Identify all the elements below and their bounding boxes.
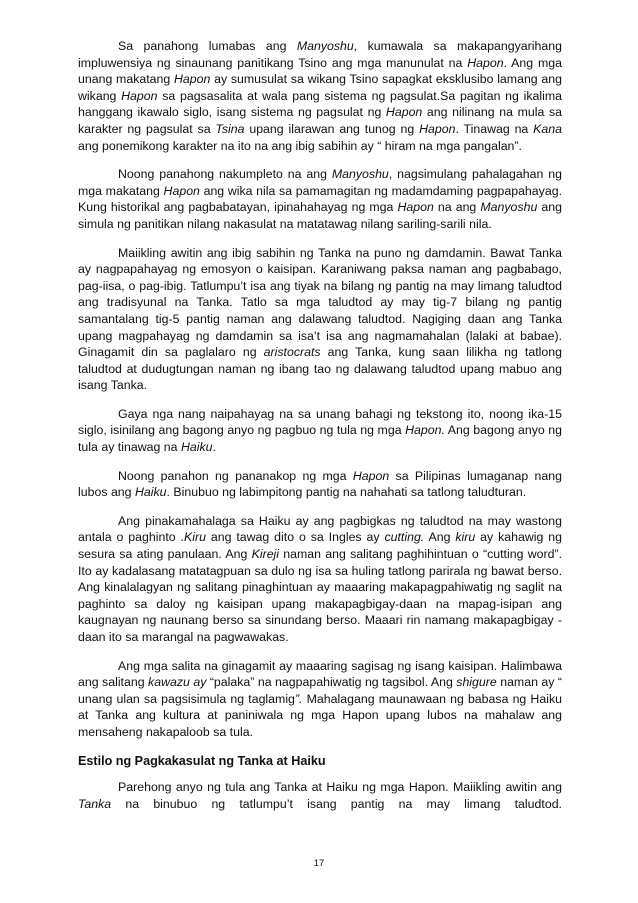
italic-term: Kireji [251,547,280,562]
page-number: 17 [313,858,325,869]
italic-term: Hapon [352,468,390,483]
italic-term: aristocrats [263,345,321,360]
text-run: ang ponemikong karakter na ito na ang ibig sabihin ay “ hiram na mga pangalan”. [78,138,522,153]
text-run: ang wika nila sa pamamagitan ng madamdaming pagpapahayag. Kung historikal ang pagbabatayan, ipinahahayag ng mga [78,183,562,215]
text-run: ang Tanka, kung saan lilikha ng tatlong taludtod at dudugtungan naman ng ibang tao ng dalawang taludtod upang mabuo ang isang Tanka. [78,345,562,393]
italic-term: Manyoshu [296,39,354,53]
text-run: Mahalagang maunawaan ng babasa ng Haiku at Tanka ang kultura at paniniwala ng mga Hapon upang lubos na mahalaw ang mensaheng nakapaloob sa tula. [78,691,562,739]
body-paragraph [78,658,562,741]
text-run: . Binubuo ng labimpitong pantig na nahahati sa tatlong taludturan. [166,485,527,500]
text-run: Ang pinakamahalaga sa Haiku ay ang pagbigkas ng taludtod na may wastong antala o paghinto . [78,513,562,545]
text-run: ay sumusulat sa wikang Tsino sapagkat eksklusibo lamang ang wikang [78,72,562,103]
italic-term: Tsina [215,121,245,136]
italic-term: Haiku [180,440,213,455]
section-heading: Estilo ng Pagkakasulat ng Tanka at Haiku [78,753,326,768]
text-run: Gaya nga nang naipahayag na sa unang bahagi ng tekstong ito, noong ika-15 siglo, isinilang ang bagong anyo ng pagbuo ng tula ng mga [78,406,562,438]
text-run: Ang bagong anyo ng tula ay tinawag na [78,423,562,455]
paragraph-list [78,38,562,741]
italic-term: shigure [456,675,497,690]
text-run: Ang mga salita na ginagamit ay maaaring sagisag ng isang kaisipan. Halimbawa ang salitang [78,658,562,690]
italic-term: ”. [294,691,303,706]
italic-term: Haiku [134,485,167,500]
text-run: ang simula ng panitikan nilang nakasulat na matatawag nilang sariling-sarili nila. [78,200,562,231]
body-paragraph [78,38,562,154]
body-paragraph [78,166,562,232]
text-run: “palaka” na nagpapahiwatig ng tagsibol. Ang [206,675,457,690]
italic-term: kawazu ay [148,675,207,690]
italic-term: Hapon [467,55,504,70]
body-paragraph [78,468,562,501]
closing-paragraph [78,779,562,812]
text-run: Noong panahong nakumpleto na ang [118,167,332,182]
text-run: ang nilinang na mula sa karakter ng pagsulat sa [78,105,562,136]
italic-term: Tanka [78,796,112,811]
italic-term: Kana [533,121,562,136]
text-run: Maiikling awitin ang ibig sabihin ng Tanka na puno ng damdamin. Bawat Tanka ay nagpapahayag ng emosyon o kaisipan. Karaniwang paksa naman ang pagbabago, pag-iisa, o pag-ibig. Tatlumpu’t isa ang tiyak na bilang ng pantig na may limang taludtod ang tradisyunal na Tanka. Tatlo sa mga taludtod ay may tig-7 bilang ng pantig samantalang tig-5 pantig naman ang dalawang taludtod. Nagiging daan ang Tanka upang magpahayag ng damdamin sa isa’t isa ang nagmamahalan (lalaki at babae). Ginagamit din sa paglalaro ng [78,245,562,360]
text-run: . Tinawag na [455,121,534,136]
text-run: na binubuo ng tatlumpu’t isang pantig na may limang taludtod. [111,796,562,811]
body-paragraph [78,406,562,456]
text-run: ay kahawig ng sesura sa ating panulaan. Ang [78,530,562,562]
text-run: naman ang salitang paghihintuan o “cutting word”. Ito ay kadalasang matatagpuan sa dulo ng isa sa huling tatlong parirala ng bawat berso. Ang kinalalagyan ng salitang pinaghintuan ay maaaring makapagpahiwatig ng saglit na paghinto sa daloy ng kaisipan upang makapagbigay-daan na mapag-isipan ang kaugnayan ng naunang berso sa sinundang berso. Maaari rin namang makapagbigay - daan ito sa marangal na pagwawakas. [78,547,562,644]
text-run: Ang [424,530,456,545]
document-body [78,38,562,824]
italic-term: kiru [455,530,476,545]
italic-term: Hapon [419,121,456,136]
italic-term: Hapon [163,183,200,198]
text-run: Sa panahong lumabas ang [118,39,297,53]
body-paragraph [78,513,562,646]
text-run: , kumawala sa makapangyarihang impluwensiya ng sinaunang panitikang Tsino ang mga manunulat na [78,39,562,70]
italic-term: Kiru [183,530,206,545]
text-run: . Ang mga unang makatang [78,55,562,87]
italic-term: Hapon [173,72,211,87]
text-run: sa pagsasalita at wala pang sistema ng pagsulat.Sa pagitan ng ikalima hanggang ikawalo siglo, isang sistema ng pagsulat ng [78,88,562,120]
text-run: ang tawag dito o sa Ingles ay [205,530,385,545]
text-run: na ang [433,200,481,215]
italic-term: Manyoshu [331,167,389,182]
italic-term: Hapon [385,105,423,120]
text-run: , nagsimulang pahalagahan ng mga makatang [78,167,562,198]
italic-term: Hapon [397,200,434,215]
body-paragraph [78,245,562,394]
text-run: . [212,440,216,455]
italic-term: Hapon [121,88,158,103]
text-run: Parehong anyo ng tula ang Tanka at Haiku ng mga Hapon. Maiikling awitin ang [118,780,562,795]
italic-term: Hapon. [405,423,445,438]
text-run: Noong panahon ng pananakop ng mga [118,468,353,483]
text-run: naman ay “ unang ulan sa pagsisimula ng taglamig [78,675,562,706]
text-run: sa Pilipinas lumaganap nang lubos ang [78,468,562,500]
italic-term: cutting. [384,530,425,545]
text-run: upang ilarawan ang tunog ng [244,121,420,136]
italic-term: Manyoshu [480,200,538,215]
